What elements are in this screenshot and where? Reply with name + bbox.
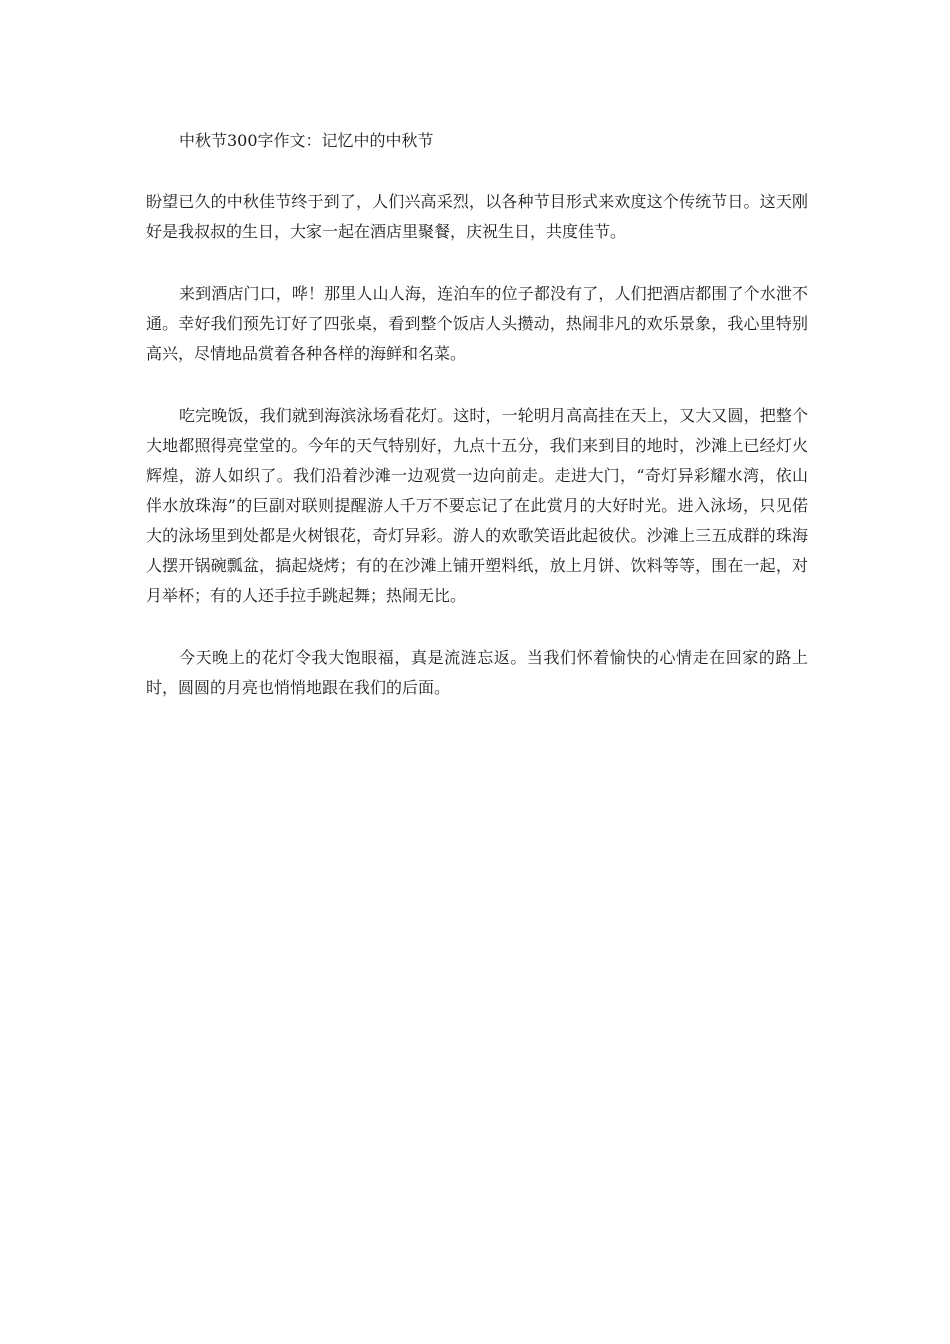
- paragraph-3: 吃完晚饭，我们就到海滨泳场看花灯。这时，一轮明月高高挂在天上，又大又圆，把整个大地都照得亮堂堂的。今年的天气特别好，九点十五分，我们来到目的地时，沙滩上已经灯火辉煌，游人如织了。我们沿着沙滩一边观赏一边向前走。走进大门，“奇灯异彩耀水湾，依山伴水放珠海”的巨副对联则提醒游人千万不要忘记了在此赏月的大好时光。进入泳场，只见偌大的泳场里到处都是火树银花，奇灯异彩。游人的欢歌笑语此起彼伏。沙滩上三五成群的珠海人摆开锅碗瓢盆，搞起烧烤；有的在沙滩上铺开塑料纸，放上月饼、饮料等等，围在一起，对月举杯；有的人还手拉手跳起舞；热闹无比。: [146, 406, 808, 605]
- document-page: [146, 126, 808, 735]
- document-title: 中秋节300字作文：记忆中的中秋节: [179, 131, 434, 150]
- paragraph-1: 盼望已久的中秋佳节终于到了，人们兴高采烈，以各种节目形式来欢度这个传统节日。这天刚好是我叔叔的生日，大家一起在酒店里聚餐，庆祝生日，共度佳节。: [146, 192, 808, 241]
- paragraph-4: 今天晚上的花灯令我大饱眼福，真是流涟忘返。当我们怀着愉快的心情走在回家的路上时，圆圆的月亮也悄悄地跟在我们的后面。: [146, 648, 808, 697]
- paragraph-2: 来到酒店门口，哗！那里人山人海，连泊车的位子都没有了，人们把酒店都围了个水泄不通。幸好我们预先订好了四张桌，看到整个饭店人头攒动，热闹非凡的欢乐景象，我心里特别高兴，尽情地品赏着各种各样的海鲜和名菜。: [146, 284, 808, 363]
